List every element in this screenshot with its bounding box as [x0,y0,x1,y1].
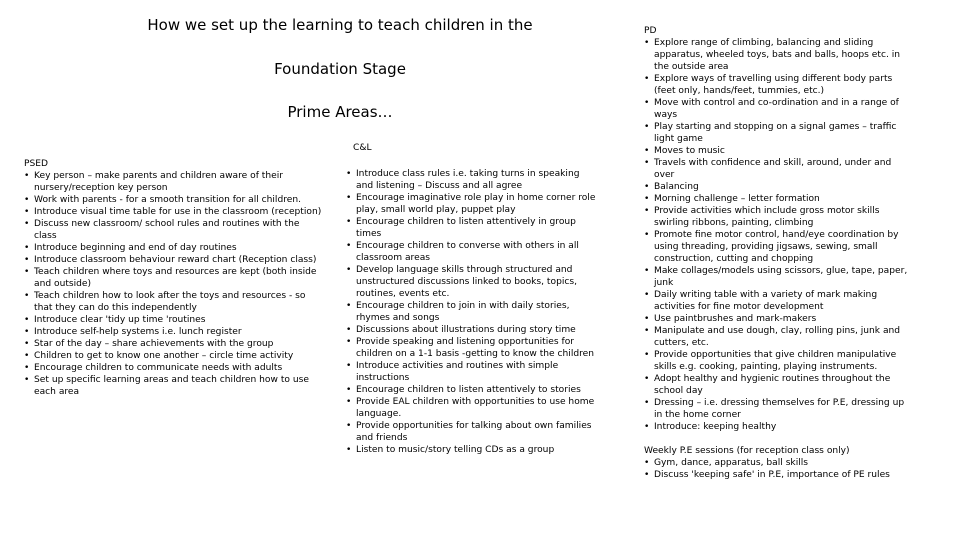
pd-weekly-section [644,445,934,481]
cl-list-item: • Introduce class rules i.e. taking turns in speaking and listening – Discuss and all agree [346,168,596,192]
pd-list-item: • Morning challenge – letter formation [644,193,914,205]
pd-list-item: • Move with control and co-ordination and in a range of ways [644,97,914,121]
psed-list [24,170,324,398]
pd-list-item: • Make collages/models using scissors, glue, tape, paper, junk [644,265,914,289]
cl-list-item: • Listen to music/story telling CDs as a group [346,444,596,456]
cl-list-item: • Encourage children to listen attentively to stories [346,384,596,396]
psed-list-item: • Introduce clear 'tidy up time 'routines [24,314,324,326]
pd-list-item: • Balancing [644,181,914,193]
pd-heading: PD [644,26,657,36]
psed-list-item: • Teach children where toys and resources are kept (both inside and outside) [24,266,324,290]
psed-list-item: • Star of the day – share achievements with the group [24,338,324,350]
cl-list-item: • Develop language skills through structured and unstructured discussions linked to books, topics, routines, events etc. [346,264,596,300]
pd-list-item: • Moves to music [644,145,914,157]
pd-list-item: • Provide activities which include gross motor skills swirling ribbons, painting, climbing [644,205,914,229]
pd-weekly-list-item: • Gym, dance, apparatus, ball skills [644,457,934,469]
page-title-line-2: Foundation Stage [274,60,406,78]
page-title-line-1: How we set up the learning to teach children in the [147,16,533,34]
cl-list-item: • Provide EAL children with opportunities to use home language. [346,396,596,420]
pd-list-item: • Explore ways of travelling using different body parts (feet only, hands/feet, tummies, etc.) [644,73,914,97]
psed-list-item: • Work with parents - for a smooth transition for all children. [24,194,324,206]
psed-list-item: • Introduce beginning and end of day routines [24,242,324,254]
cl-list-item: • Encourage children to converse with others in all classroom areas [346,240,596,264]
psed-list-item: • Children to get to know one another – circle time activity [24,350,324,362]
cl-list-item: • Encourage imaginative role play in home corner role play, small world play, puppet play [346,192,596,216]
cl-list-item: • Provide speaking and listening opportunities for children on a 1-1 basis -getting to know the children [346,336,596,360]
pd-list-item: • Travels with confidence and skill, around, under and over [644,157,914,181]
cl-list-item: • Discussions about illustrations during story time [346,324,596,336]
pd-list-item: • Daily writing table with a variety of mark making activities for fine motor development [644,289,914,313]
pd-list-item: • Dressing – i.e. dressing themselves for P.E, dressing up in the home corner [644,397,914,421]
pd-list-item: • Promote fine motor control, hand/eye coordination by using threading, providing jigsaws, sewing, small construction, cutting and chopping [644,229,914,265]
pd-list-item: • Provide opportunities that give children manipulative skills e.g. cooking, painting, playing instruments. [644,349,914,373]
pd-list-item: • Adopt healthy and hygienic routines throughout the school day [644,373,914,397]
pd-weekly-list-item: • Discuss 'keeping safe' in P.E, importance of PE rules [644,469,934,481]
psed-heading: PSED [24,159,49,169]
psed-list-item: • Teach children how to look after the toys and resources - so that they can do this independently [24,290,324,314]
pd-list-item: • Introduce: keeping healthy [644,421,914,433]
pd-list-item: • Play starting and stopping on a signal games – traffic light game [644,121,914,145]
cl-list-item: • Encourage children to listen attentively in group times [346,216,596,240]
psed-list-item: • Introduce classroom behaviour reward chart (Reception class) [24,254,324,266]
cl-list [346,168,596,456]
psed-list-item: • Key person – make parents and children aware of their nursery/reception key person [24,170,324,194]
pd-weekly-heading: Weekly P.E sessions (for reception class only) [644,446,850,456]
pd-section [644,25,914,433]
cl-list-item: • Introduce activities and routines with simple instructions [346,360,596,384]
pd-list-item: • Explore range of climbing, balancing and sliding apparatus, wheeled toys, bats and balls, hoops etc. in the outside area [644,37,914,73]
page-title-line-3: Prime Areas… [287,103,393,121]
pd-list-item: • Manipulate and use dough, clay, rolling pins, junk and cutters, etc. [644,325,914,349]
psed-list-item: • Discuss new classroom/ school rules and routines with the class [24,218,324,242]
psed-list-item: • Encourage children to communicate needs with adults [24,362,324,374]
cl-list-item: • Provide opportunities for talking about own families and friends [346,420,596,444]
pd-weekly-list [644,457,934,481]
cl-list-item: • Encourage children to join in with daily stories, rhymes and songs [346,300,596,324]
pd-list-item: • Use paintbrushes and mark-makers [644,313,914,325]
psed-list-item: • Introduce self-help systems i.e. lunch register [24,326,324,338]
cl-heading: C&L [353,143,372,153]
cl-section [346,168,596,456]
psed-list-item: • Set up specific learning areas and teach children how to use each area [24,374,324,398]
psed-list-item: • Introduce visual time table for use in the classroom (reception) [24,206,324,218]
pd-list [644,37,914,433]
psed-section [24,158,324,398]
